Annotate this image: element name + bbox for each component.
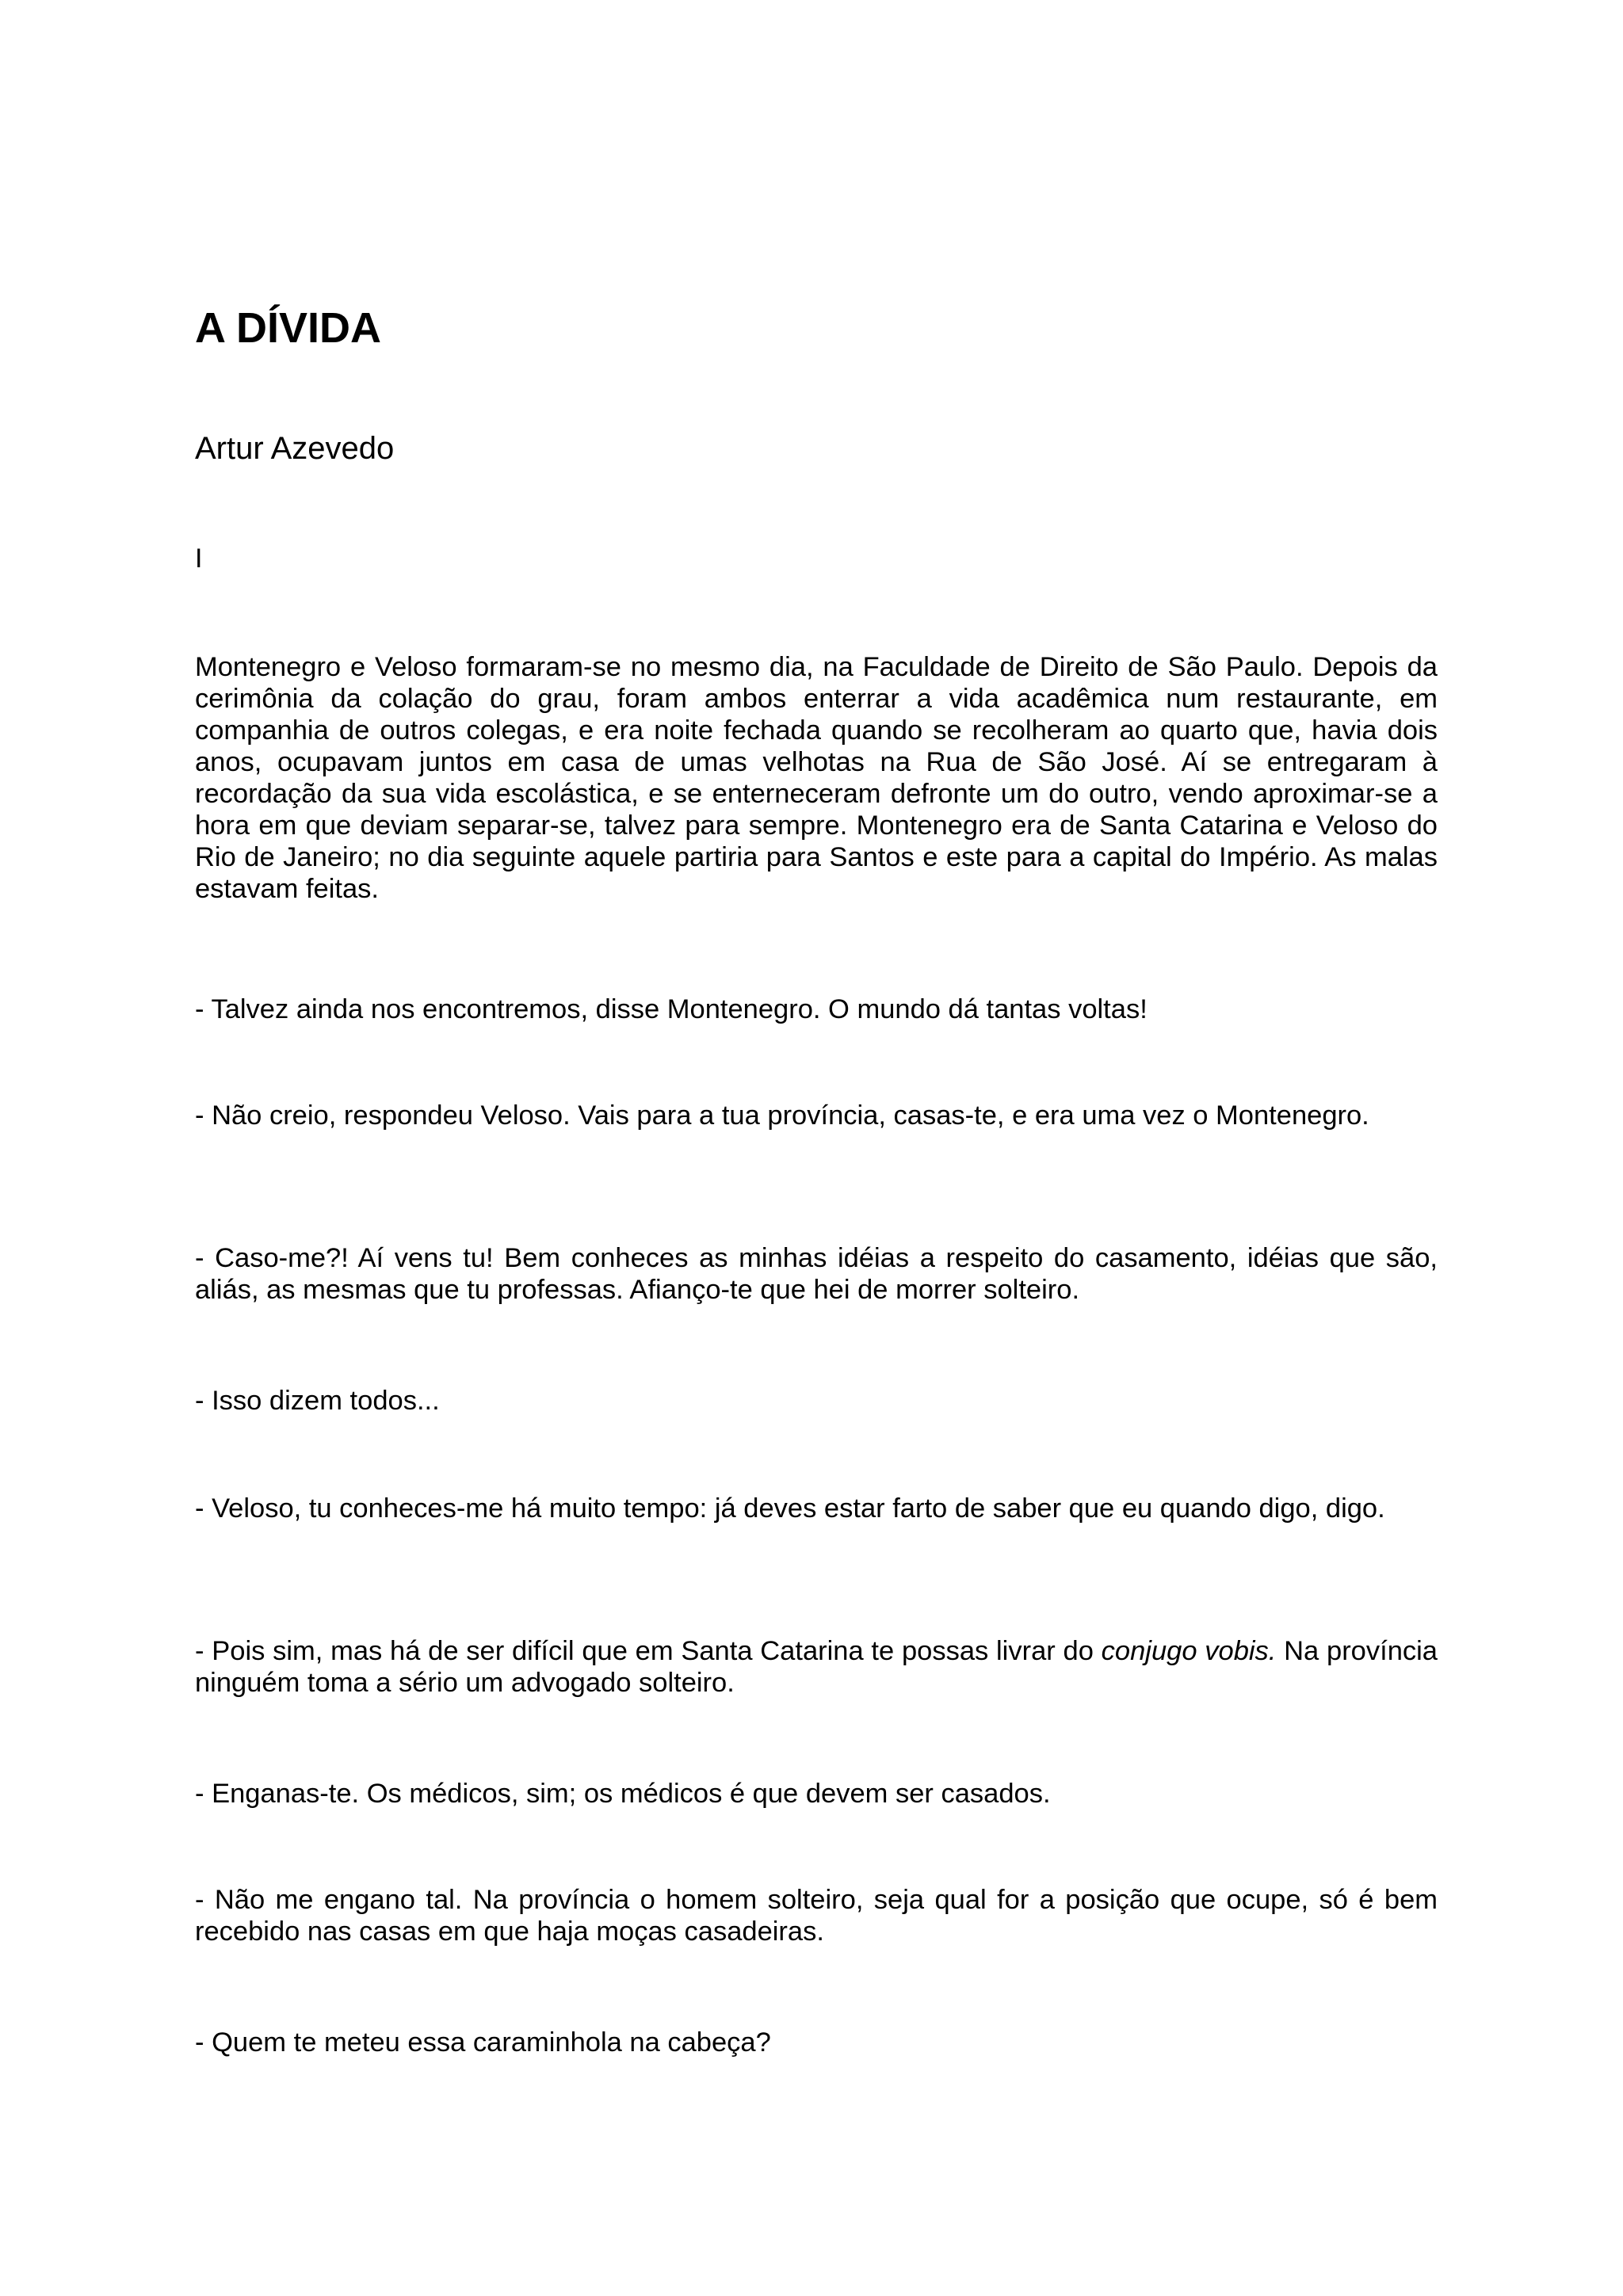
- document-title: A DÍVIDA: [195, 304, 382, 352]
- paragraph: - Enganas-te. Os médicos, sim; os médicos é que devem ser casados.: [195, 1779, 1051, 1809]
- paragraph: - Isso dizem todos...: [195, 1386, 440, 1416]
- paragraph: - Caso-me?! Aí vens tu! Bem conheces as minhas idéias a respeito do casamento, idéias que são, aliás, as mesmas que tu professas. Afianço-te que hei de morrer solteiro.: [195, 1243, 1438, 1305]
- paragraph-text: - Pois sim, mas há de ser difícil que em Santa Catarina te possas livrar do: [195, 1636, 1102, 1666]
- paragraph: - Não creio, respondeu Veloso. Vais para a tua província, casas-te, e era uma vez o Montenegro.: [195, 1100, 1369, 1131]
- author-name: Artur Azevedo: [195, 431, 395, 466]
- latin-phrase: conjugo vobis.: [1101, 1636, 1277, 1666]
- paragraph: - Talvez ainda nos encontremos, disse Montenegro. O mundo dá tantas voltas!: [195, 994, 1148, 1024]
- paragraph: Montenegro e Veloso formaram-se no mesmo dia, na Faculdade de Direito de São Paulo. Depois da cerimônia da colação do grau, foram ambos enterrar a vida acadêmica num restaurante, em companhia de outros colegas, e era noite fechada quando se recolheram ao quarto que, havia dois anos, ocupavam juntos em casa de umas velhotas na Rua de São José. Aí se entregaram à recordação da sua vida escolástica, e se enterneceram defronte um do outro, vendo aproximar-se a hora em que deviam separar-se, talvez para sempre. Montenegro era de Santa Catarina e Veloso do Rio de Janeiro; no dia seguinte aquele partiria para Santos e este para a capital do Império. As malas estavam feitas.: [195, 652, 1438, 904]
- paragraph: - Não me engano tal. Na província o homem solteiro, seja qual for a posição que ocupe, só é bem recebido nas casas em que haja moças casadeiras.: [195, 1885, 1438, 1947]
- chapter-heading: I: [195, 543, 203, 574]
- paragraph: - Quem te meteu essa caraminhola na cabeça?: [195, 2027, 771, 2058]
- paragraph-text: Na província ninguém toma a sério um advogado solteiro.: [195, 1636, 1438, 1698]
- paragraph: [195, 1635, 1438, 1699]
- paragraph: - Veloso, tu conheces-me há muito tempo: já deves estar farto de saber que eu quando digo, digo.: [195, 1493, 1385, 1524]
